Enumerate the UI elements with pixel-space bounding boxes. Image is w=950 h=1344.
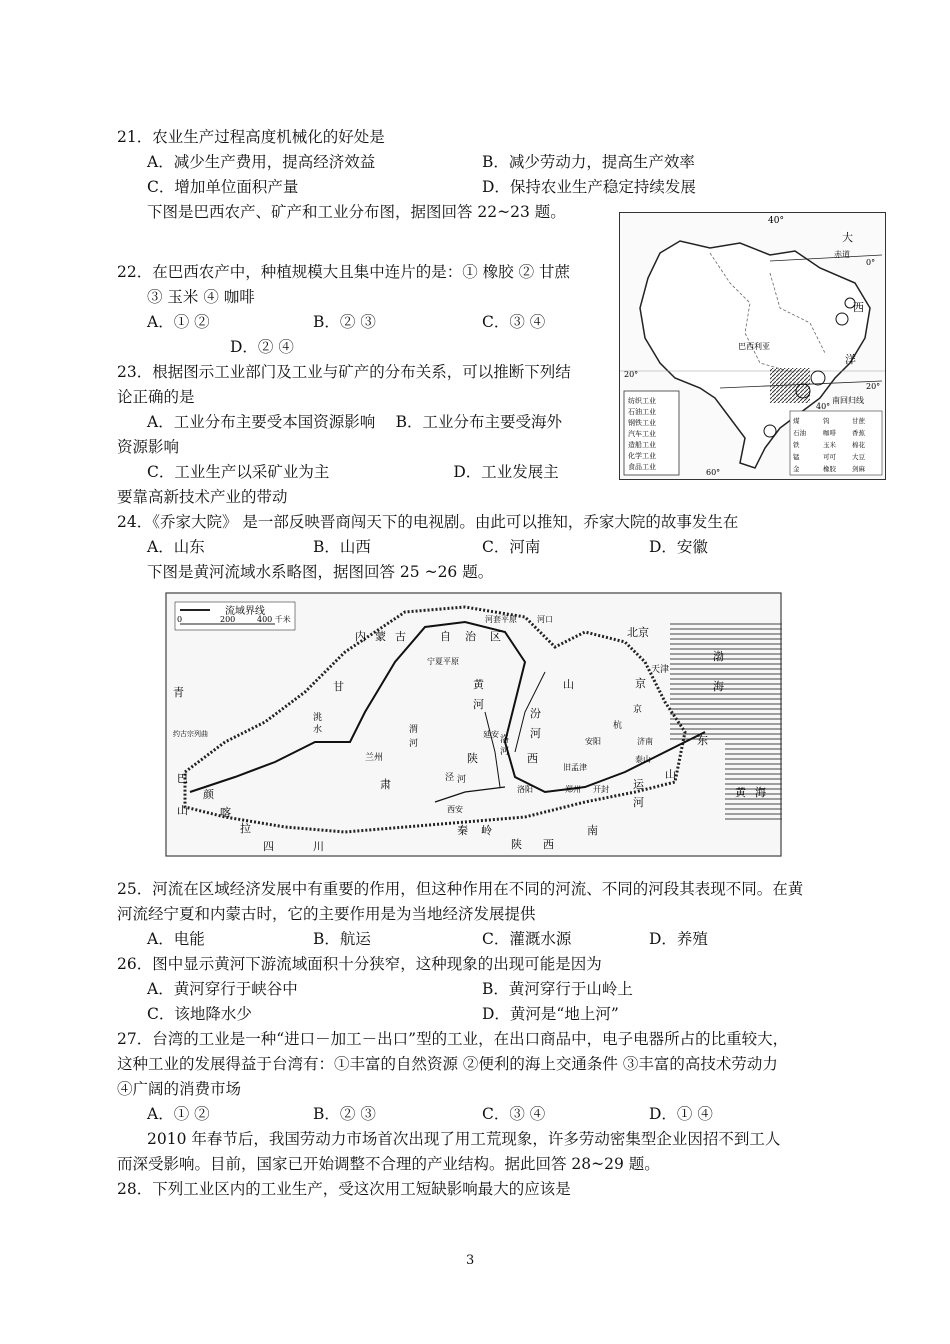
map-label: 山 bbox=[665, 768, 676, 781]
q27-stem-line1: 27．台湾的工业是一种“进口－加工－出口”型的工业，在出口商品中，电子电器所占的比重较大， bbox=[117, 1030, 789, 1048]
q24-option-b: B．山西 bbox=[313, 538, 371, 556]
map-label: 川 bbox=[313, 840, 324, 853]
q22-stem-line2: ③ 玉米 ④ 咖啡 bbox=[147, 288, 255, 306]
q25-option-c: C．灌溉水源 bbox=[482, 930, 572, 948]
q23-stem-line1: 23．根据图示工业部门及工业与矿产的分布关系，可以推断下列结 bbox=[117, 363, 571, 381]
industry-legend-item: 纺织工业 bbox=[628, 397, 656, 405]
map-label: 拉 bbox=[240, 822, 251, 835]
map-label: 济南 bbox=[637, 737, 653, 746]
map-label: 约古宗列曲 bbox=[173, 730, 208, 738]
map-label: 河 bbox=[530, 727, 541, 740]
q23-options-ab: A．工业分布主要受本国资源影响 B．工业分布主要受海外 bbox=[147, 413, 563, 431]
resource-legend-item: 铁 bbox=[793, 441, 800, 449]
q21-stem: 21．农业生产过程高度机械化的好处是 bbox=[117, 128, 385, 146]
map-label: 自 bbox=[440, 630, 451, 643]
q24-option-a: A．山东 bbox=[147, 538, 205, 556]
map-label: 京 bbox=[633, 705, 643, 715]
resource-legend-item: 锰 bbox=[793, 453, 800, 461]
map-label: 巴西利亚 bbox=[738, 342, 770, 351]
q25-option-a: A．电能 bbox=[147, 930, 205, 948]
resource-legend-item: 钨 bbox=[823, 417, 830, 425]
map-label: 肃 bbox=[380, 778, 391, 791]
resource-legend-box bbox=[790, 411, 882, 475]
q22-stem-line1: 22．在巴西农产中，种植规模大且集中连片的是：① 橡胶 ② 甘蔗 bbox=[117, 263, 571, 281]
map-label: 京 bbox=[635, 677, 646, 690]
q26-option-a: A．黄河穿行于峡谷中 bbox=[147, 980, 298, 998]
map-label: 兰州 bbox=[365, 753, 384, 763]
q27-option-c: C．③ ④ bbox=[482, 1105, 546, 1123]
map-label: 赤道 bbox=[834, 250, 850, 259]
map-label: 内 bbox=[355, 630, 366, 643]
map-label: 郑州 bbox=[565, 785, 581, 794]
map-label: 洮 bbox=[313, 713, 323, 723]
q27-option-a: A．① ② bbox=[147, 1105, 210, 1123]
intro-28-29-line2: 而深受影响。目前，国家已开始调整不合理的产业结构。据此回答 28~29 题。 bbox=[117, 1155, 660, 1173]
resource-legend-item: 金 bbox=[793, 465, 800, 473]
map-label: 喀 bbox=[220, 806, 231, 819]
q25-stem-line1: 25．河流在区域经济发展中有重要的作用，但这种作用在不同的河流、不同的河段其表现不同。在黄 bbox=[117, 880, 804, 898]
map-label: 20° bbox=[866, 382, 881, 391]
map-label: 安阳 bbox=[585, 737, 601, 746]
map-label: 洛 bbox=[500, 735, 510, 745]
brazil-distribution-map bbox=[619, 212, 886, 480]
map-label: 治 bbox=[465, 630, 476, 643]
map-label: 黄 bbox=[473, 678, 484, 691]
map-label: 40° bbox=[768, 216, 784, 226]
map-label: 河口 bbox=[537, 615, 553, 624]
map-label: 60° bbox=[706, 468, 721, 477]
q23-option-d-cont: 要靠高新技术产业的带动 bbox=[117, 488, 288, 506]
resource-legend-item: 石油 bbox=[793, 429, 806, 437]
map-label: 秦 bbox=[457, 824, 468, 837]
q23-option-b-cont: 资源影响 bbox=[117, 438, 180, 456]
q23-options-cd: C．工业生产以采矿业为主 D．工业发展主 bbox=[147, 463, 559, 481]
legend-label: 流域界线 bbox=[225, 606, 265, 617]
intro-28-29-line1: 2010 年春节后，我国劳动力市场首次出现了用工荒现象，许多劳动密集型企业因招不到工人 bbox=[147, 1130, 781, 1148]
map-label: 黄 bbox=[735, 786, 746, 799]
q27-stem-line3: ④广阔的消费市场 bbox=[117, 1080, 242, 1098]
q22-option-d: D．② ④ bbox=[230, 338, 294, 356]
map-label: 渭 bbox=[409, 725, 419, 735]
scale-label: 0 bbox=[177, 615, 183, 624]
q24-option-c: C．河南 bbox=[482, 538, 541, 556]
industry-legend-item: 食品工业 bbox=[628, 463, 656, 471]
q26-option-c: C．该地降水少 bbox=[147, 1005, 252, 1023]
industry-legend-item: 化学工业 bbox=[628, 452, 656, 460]
map-label: 海 bbox=[755, 786, 766, 799]
map-label: 渤 bbox=[713, 650, 724, 663]
map-label: 巴 bbox=[177, 772, 188, 785]
map-label: 北京 bbox=[627, 626, 649, 639]
q24-stem: 24．《乔家大院》 是一部反映晋商闯天下的电视剧。由此可以推知，乔家大院的故事发生在 bbox=[117, 513, 739, 531]
yellow-river-drawing bbox=[165, 592, 782, 857]
map-label: 陕 bbox=[467, 752, 478, 765]
intro-22-23: 下图是巴西农产、矿产和工业分布图，据图回答 22~23 题。 bbox=[147, 203, 566, 221]
map-label: 岭 bbox=[481, 824, 492, 837]
resource-legend-item: 可可 bbox=[823, 453, 836, 461]
map-label: 泰山 bbox=[635, 755, 651, 764]
q27-option-d: D．① ④ bbox=[649, 1105, 713, 1123]
resource-legend-item: 咖啡 bbox=[823, 429, 836, 437]
q21-option-c: C．增加单位面积产量 bbox=[147, 178, 299, 196]
resource-legend-item: 剑麻 bbox=[852, 465, 865, 473]
map-label: 洛阳 bbox=[517, 785, 533, 794]
page-number: 3 bbox=[466, 1253, 475, 1268]
map-label: 河 bbox=[473, 698, 484, 711]
industry-legend-item: 汽车工业 bbox=[628, 430, 656, 438]
map-label: 西 bbox=[527, 752, 538, 765]
scale-label: 200 bbox=[220, 615, 236, 624]
q28-stem: 28．下列工业区内的工业生产，受这次用工短缺影响最大的应该是 bbox=[117, 1180, 571, 1198]
map-label: 0° bbox=[866, 258, 876, 267]
industry-legend-item: 石油工业 bbox=[628, 408, 656, 416]
map-label: 运 bbox=[633, 778, 644, 791]
yellow-sea bbox=[725, 742, 782, 822]
resource-legend-item: 甘蔗 bbox=[852, 417, 865, 425]
map-label: 洋 bbox=[845, 353, 856, 366]
map-label: 泾 bbox=[445, 773, 455, 783]
map-label: 河 bbox=[633, 796, 644, 809]
map-label: 甘 bbox=[333, 680, 344, 693]
resource-legend-item: 玉米 bbox=[823, 441, 836, 449]
map-label: 青 bbox=[173, 686, 184, 699]
q27-stem-line2: 这种工业的发展得益于台湾有：①丰富的自然资源 ②便利的海上交通条件 ③丰富的高技术劳动力 bbox=[117, 1055, 778, 1073]
q26-option-d: D．黄河是“地上河” bbox=[482, 1005, 619, 1023]
map-label: 西安 bbox=[447, 805, 463, 814]
q25-option-b: B．航运 bbox=[313, 930, 371, 948]
map-label: 南 bbox=[587, 824, 598, 837]
map-label: 旧孟津 bbox=[563, 763, 587, 772]
map-label: 东 bbox=[697, 734, 708, 747]
map-label: 西 bbox=[853, 301, 864, 314]
map-label: 蒙 bbox=[375, 630, 386, 643]
basin-boundary bbox=[185, 607, 685, 832]
scale-label: 400 千米 bbox=[257, 615, 291, 624]
q26-stem: 26．图中显示黄河下游流域面积十分狭窄，这种现象的出现可能是因为 bbox=[117, 955, 602, 973]
map-label: 区 bbox=[490, 630, 501, 643]
map-label: 西 bbox=[543, 838, 554, 851]
map-label: 汾 bbox=[530, 707, 541, 720]
resource-legend-item: 大豆 bbox=[852, 453, 865, 461]
map-label: 古 bbox=[395, 630, 406, 643]
map-label: 颜 bbox=[203, 788, 214, 801]
industry-legend-item: 钢铁工业 bbox=[628, 419, 656, 427]
map-label: 海 bbox=[713, 680, 724, 693]
map-label: 河 bbox=[500, 747, 510, 757]
q21-option-d: D．保持农业生产稳定持续发展 bbox=[482, 178, 696, 196]
map-label: 河套平原 bbox=[485, 615, 517, 624]
map-label: 天津 bbox=[651, 665, 670, 675]
map-label: 杭 bbox=[613, 721, 623, 731]
bohai-sea bbox=[670, 620, 782, 740]
q22-option-a: A．① ② bbox=[147, 313, 210, 331]
industry-legend-item: 造船工业 bbox=[628, 441, 656, 449]
map-label: 南回归线 bbox=[832, 396, 864, 405]
luo-river bbox=[485, 712, 500, 787]
yellow-river-map bbox=[165, 592, 782, 857]
q27-option-b: B．② ③ bbox=[313, 1105, 376, 1123]
yellow-river-main bbox=[190, 622, 705, 792]
map-label: 延安 bbox=[483, 730, 499, 739]
q22-option-c: C．③ ④ bbox=[482, 313, 546, 331]
map-label: 开封 bbox=[593, 785, 609, 794]
q25-stem-line2: 河流经宁夏和内蒙古时，它的主要作用是为当地经济发展提供 bbox=[117, 905, 536, 923]
q22-option-b: B．② ③ bbox=[313, 313, 376, 331]
map-label: 20° bbox=[624, 370, 639, 379]
map-label: 四 bbox=[263, 840, 274, 853]
resource-legend-item: 香蕉 bbox=[852, 429, 865, 437]
resource-legend-item: 棉花 bbox=[852, 441, 865, 449]
map-label: 河 bbox=[409, 739, 419, 749]
wei-river bbox=[435, 787, 505, 802]
map-label: 40° bbox=[816, 402, 831, 411]
q23-stem-line2: 论正确的是 bbox=[117, 388, 195, 406]
map-label: 河 bbox=[457, 775, 467, 785]
resource-legend-item: 橡胶 bbox=[823, 465, 836, 473]
brazil-map-drawing bbox=[620, 213, 885, 479]
q21-option-b: B．减少劳动力，提高生产效率 bbox=[482, 153, 695, 171]
q21-option-a: A．减少生产费用，提高经济效益 bbox=[147, 153, 376, 171]
map-label: 大 bbox=[842, 231, 853, 244]
map-label: 水 bbox=[313, 725, 323, 735]
map-label: 陕 bbox=[511, 838, 522, 851]
intro-25-26: 下图是黄河流域水系略图，据图回答 25 ~26 题。 bbox=[147, 563, 494, 581]
map-label: 宁夏平原 bbox=[427, 657, 459, 666]
resource-legend-item: 煤 bbox=[793, 417, 800, 425]
map-label: 山 bbox=[563, 678, 574, 691]
q24-option-d: D．安徽 bbox=[649, 538, 708, 556]
q26-option-b: B．黄河穿行于山岭上 bbox=[482, 980, 633, 998]
map-label: 山 bbox=[177, 804, 188, 817]
q25-option-d: D．养殖 bbox=[649, 930, 708, 948]
